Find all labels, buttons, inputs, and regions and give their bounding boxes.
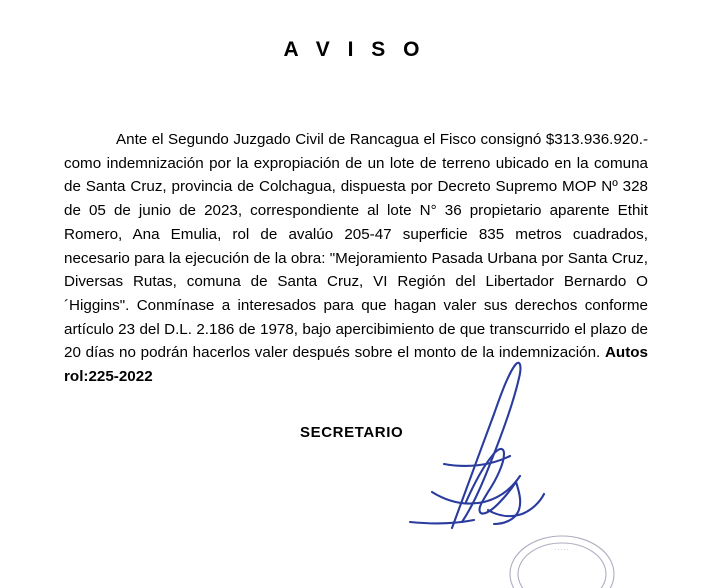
document-body <box>64 128 648 389</box>
page-title: A V I S O <box>283 38 426 61</box>
body-paragraph-text: Ante el Segundo Juzgado Civil de Rancagua el Fisco consignó $313.936.920.- como indemnización por la expropiación de un lote de terreno ubicado en la comuna de Santa Cruz, provincia de Colchagua, dispuesta por Decreto Supremo MOP Nº 328 de 05 de junio de 2023, correspondiente al lote N° 36 propietario aparente Ethit Romero, Ana Emulia, rol de avalúo 205-47 superficie 835 metros cuadrados, necesario para la ejecución de la obra: "Mejoramiento Pasada Urbana por Santa Cruz, Diversas Rutas, comuna de Santa Cruz, VI Región del Libertador Bernardo O´Higgins". Conmínase a interesados para que hagan valer sus derechos conforme artículo 23 del D.L. 2.186 de 1978, bajo apercibimiento de que transcurrido el plazo de 20 días no podrán hacerlos valer después sobre el monto de la indemnización. <box>64 131 648 362</box>
svg-text:.....: ..... <box>554 545 570 552</box>
body-paragraph-bold-tail: Autos rol:225-2022 <box>64 344 648 386</box>
round-rubber-stamp-icon <box>498 528 626 588</box>
signer-label: SECRETARIO <box>300 424 404 441</box>
